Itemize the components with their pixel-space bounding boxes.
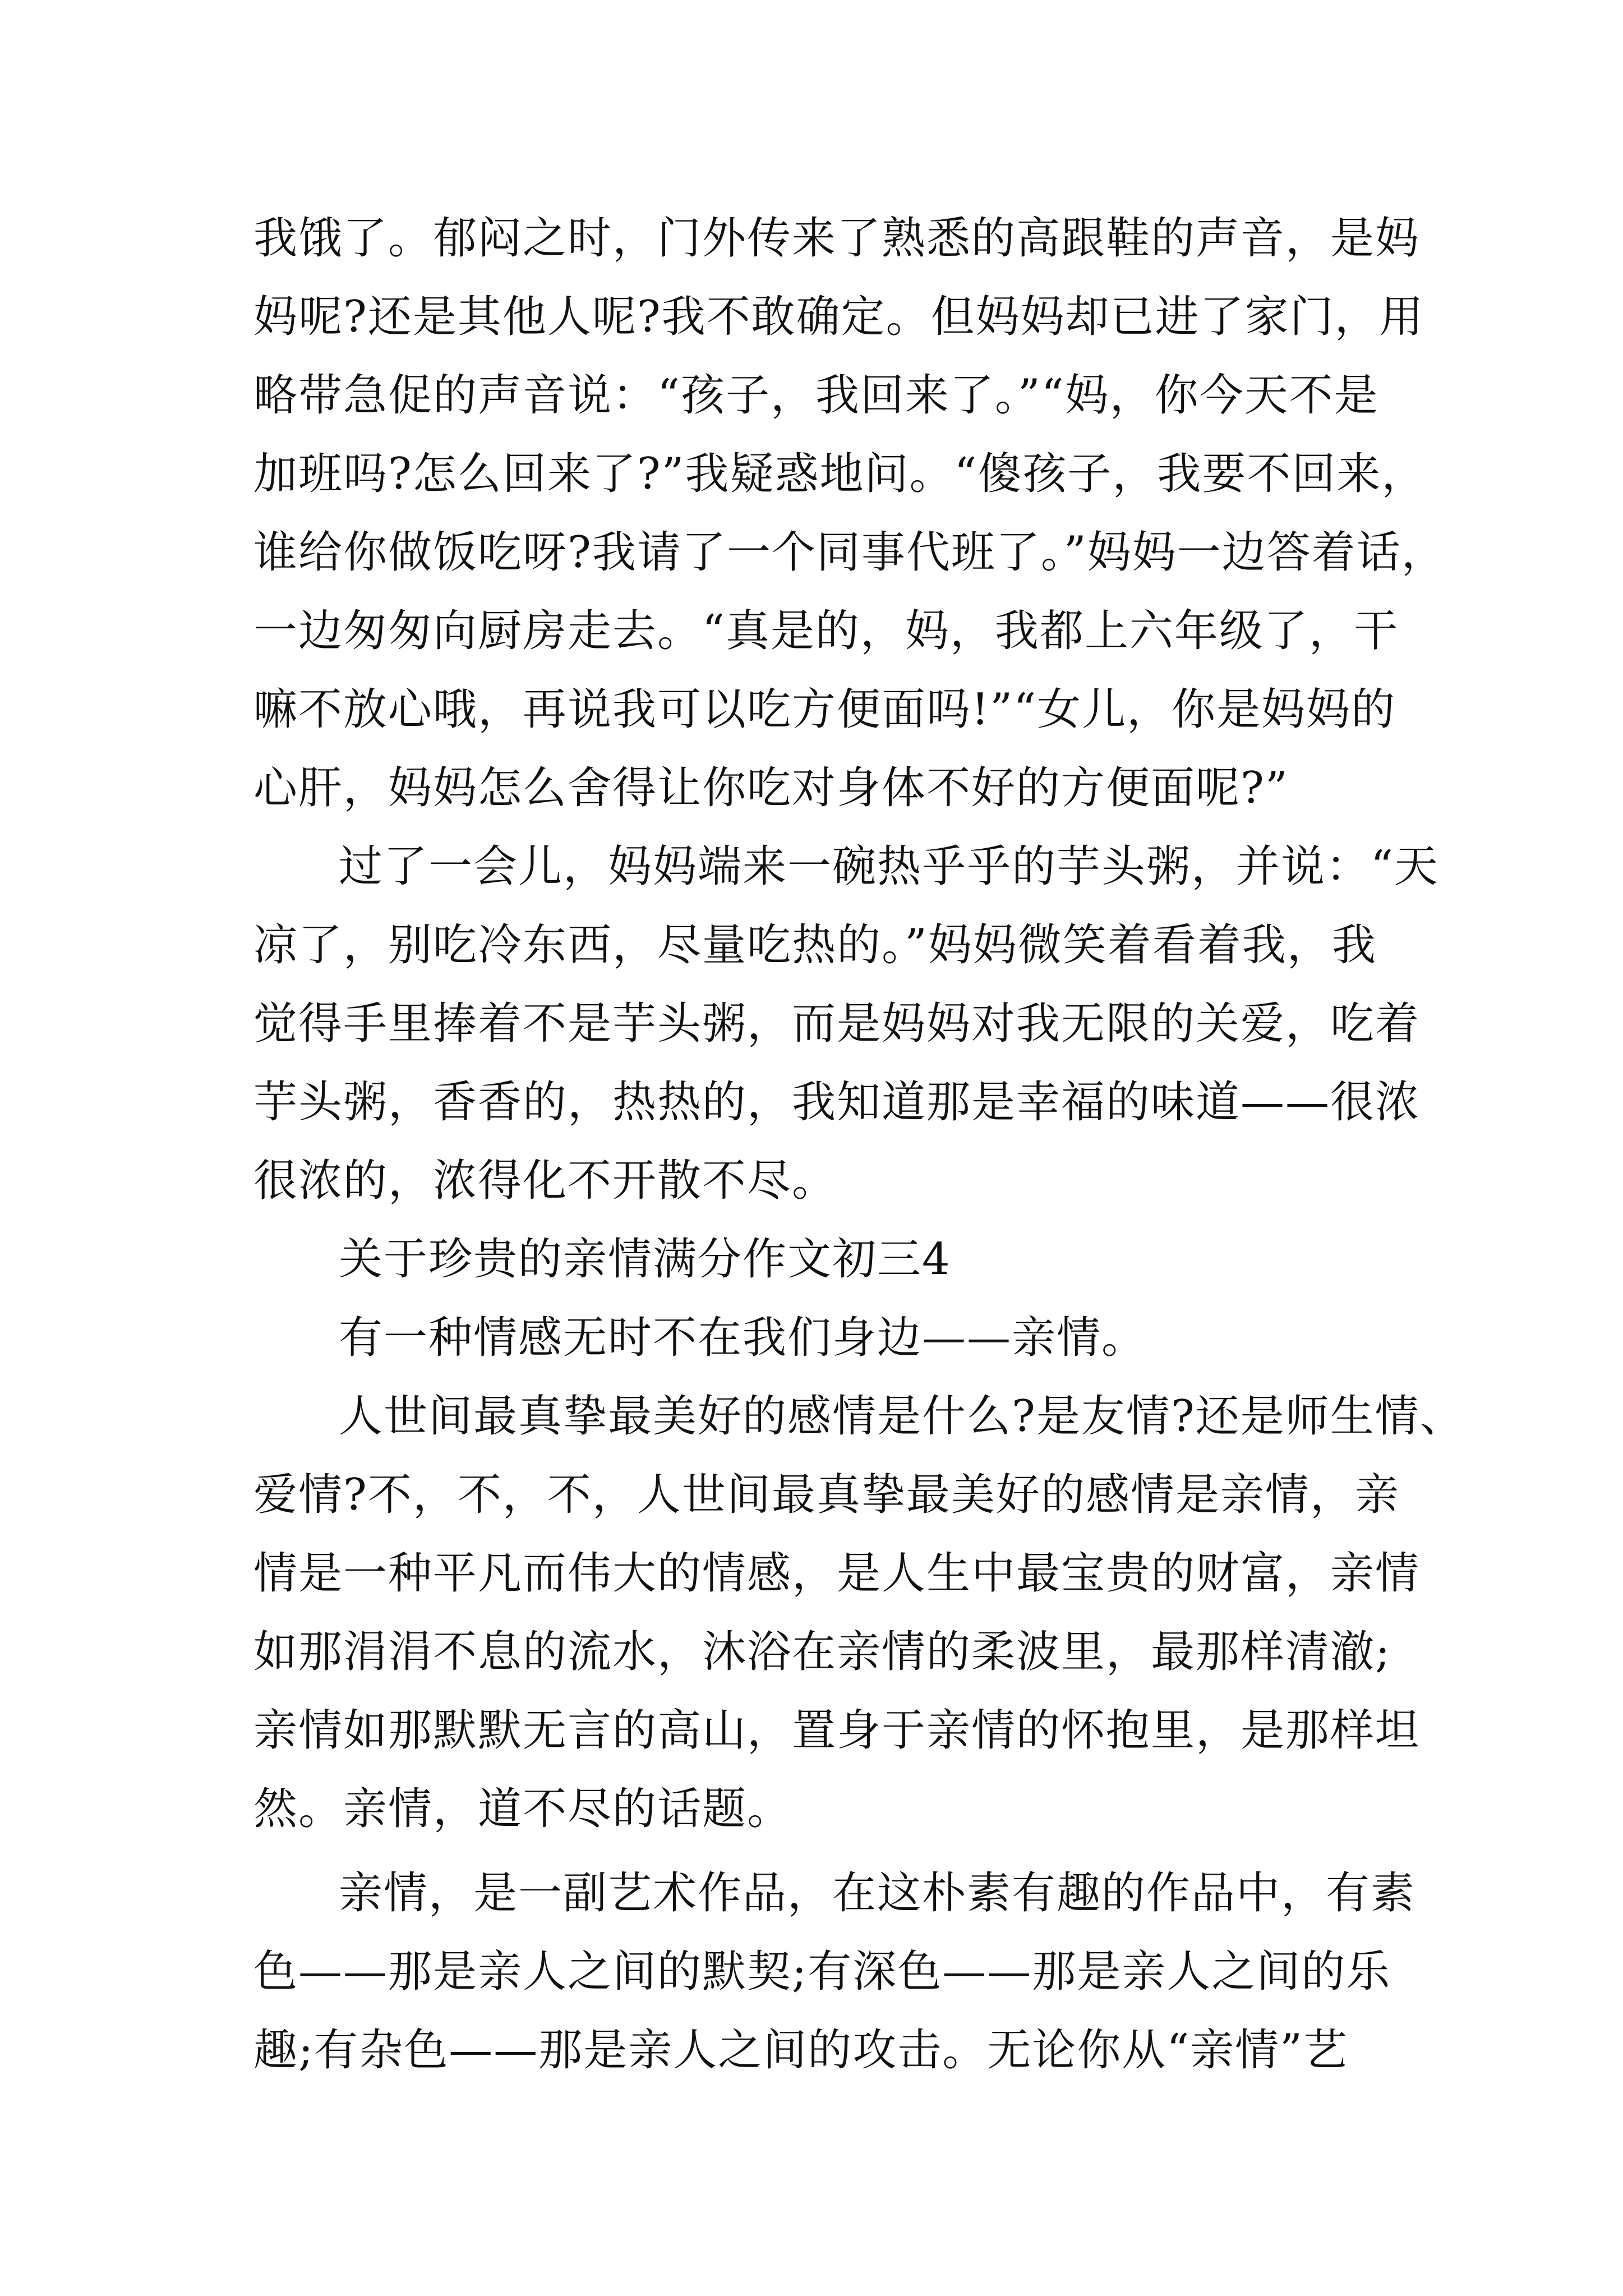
text-line: 我饿了。郁闷之时，门外传来了熟悉的高跟鞋的声音，是妈 [253,213,1421,264]
paragraph-start-line: 人世间最真挚最美好的感情是什么?是友情?还是师生情、 [339,1391,1465,1442]
text-line: 妈呢?还是其他人呢?我不敢确定。但妈妈却已进了家门，用 [253,292,1424,342]
paragraph-start-line: 有一种情感无时不在我们身边——亲情。 [339,1313,1147,1363]
text-line: 觉得手里捧着不是芋头粥，而是妈妈对我无限的关爱，吃着 [253,999,1421,1049]
text-line: 略带急促的声音说：“孩子，我回来了。”“妈，你今天不是 [253,370,1379,421]
text-line: 心肝，妈妈怎么舍得让你吃对身体不好的方便面呢?” [253,763,1289,813]
paragraph-start-line: 亲情，是一副艺术作品，在这朴素有趣的作品中，有素 [339,1868,1416,1918]
text-line: 凉了，别吃冷东西，尽量吃热的。”妈妈微笑着看着我，我 [253,920,1377,970]
text-line: 一边匆匆向厨房走去。“真是的，妈，我都上六年级了，干 [253,606,1399,656]
text-line: 情是一种平凡而伟大的情感，是人生中最宝贵的财富，亲情 [253,1548,1421,1599]
text-line: 然。亲情，道不尽的话题。 [253,1784,792,1834]
paragraph-start-line: 过了一会儿，妈妈端来一碗热乎乎的芋头粥，并说：“天 [339,841,1439,892]
text-line: 很浓的，浓得化不开散不尽。 [253,1156,837,1206]
text-line: 色——那是亲人之间的默契;有深色——那是亲人之间的乐 [253,1947,1391,1997]
text-line: 如那涓涓不息的流水，沐浴在亲情的柔波里，最那样清澈; [253,1627,1391,1677]
text-line: 芋头粥，香香的，热热的，我知道那是幸福的味道——很浓 [253,1077,1421,1128]
text-line: 谁给你做饭吃呀?我请了一个同事代班了。”妈妈一边答着话， [253,527,1446,578]
text-line: 嘛不放心哦，再说我可以吃方便面吗!”“女儿，你是妈妈的 [253,684,1396,735]
text-line: 趣;有杂色——那是亲人之间的攻击。无论你从“亲情”艺 [253,2025,1349,2076]
text-line: 亲情如那默默无言的高山，置身于亲情的怀抱里，是那样坦 [253,1705,1421,1756]
section-heading: 关于珍贵的亲情满分作文初三4 [339,1234,951,1285]
text-line: 爱情?不，不，不，人世间最真挚最美好的感情是亲情，亲 [253,1470,1400,1520]
text-line: 加班吗?怎么回来了?”我疑惑地问。“傻孩子，我要不回来， [253,449,1427,499]
